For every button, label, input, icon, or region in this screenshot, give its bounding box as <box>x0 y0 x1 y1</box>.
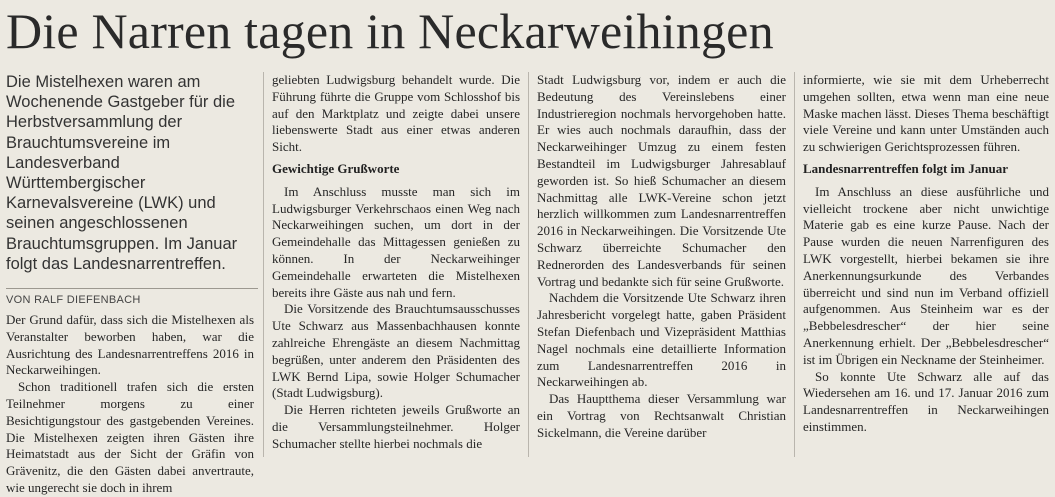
byline-divider <box>6 288 258 289</box>
body-paragraph: Die Vorsitzende des Brauchtumsausschusses Ute Schwarz aus Massenbachhausen konnte zahlreiche Ehrengäste an diesem Nachmittag begrüßen, unter anderem den Präsidenten des LWK Bernd Lipa, sowie Holger Schumacher (Stadt Ludwigsburg). <box>272 301 520 401</box>
body-paragraph: Die Herren richteten jeweils Grußworte an die Versammlungsteilnehmer. Holger Schumacher stellte hierbei nochmals die <box>272 402 520 451</box>
body-paragraph: informierte, wie sie mit dem Urheberrecht umgehen sollten, etwa wenn man eine neue Maske machen lässt. Dieses Thema beschäftigt viele Vereine und kann unter Umständen auch zu schwierigen Gerichtsprozessen führen. <box>803 72 1049 155</box>
body-paragraph: So konnte Ute Schwarz alle auf das Wiedersehen am 16. und 17. Januar 2016 zum Landesnarrentreffen in Neckarweihingen einstimmen. <box>803 368 1049 434</box>
body-paragraph: geliebten Ludwigsburg behandelt wurde. Die Führung führte die Gruppe vom Schlosshof bis auf den Marktplatz und zeigte dabei unsere liebenswerte Stadt aus einer etwas anderen Sicht. <box>272 72 520 155</box>
body-paragraph: Im Anschluss an diese ausführliche und vielleicht trockene aber nicht unwichtige Materie gab es eine kurze Pause. Nach der Pause wurden die neuen Narrenfiguren des LWK vorgestellt, hierbei bekamen sie ihre Anerkennungsurkunde des Verbandes überreicht und sind nun im Verband offiziell aufgenommen. Aus Steinheim war es der „Bebbelesdrescher“ der hier seine Anerkennung erhielt. Der „Bebbelesdrescher“ ist im Übrigen ein Neckname der Steinheimer. <box>803 183 1049 367</box>
subheading: Landesnarrentreffen folgt im Januar <box>803 160 1008 176</box>
column-1 <box>6 72 254 497</box>
column-divider <box>263 72 264 457</box>
body-paragraph: Schon traditionell trafen sich die ersten Teilnehmer morgens zu einer Besichtigungstour des gastgebenden Vereines. Die Mistelhexen zeigten ihren Gästen ihre Heimatstadt aus der Sicht der Gräfin von Grävenitz, die den Gästen dabei anvertraute, wie ungerecht sie doch in ihrem <box>6 379 254 495</box>
body-paragraph: Stadt Ludwigsburg vor, indem er auch die Bedeutung des Vereinslebens einer Industrieregion nochmals hervorgehoben hatte. Er wies auch nochmals daraufhin, dass der Neckarweihinger Umzug zu einem festen Bestandteil im Ludwigsburger Jahresablauf geworden ist. So hieß Schumacher an diesem Nachmittag alle LWK-Vereine schon jetzt herzlich willkommen zum Landesnarrentreffen 2016 in Neckarweihingen. Die Vorsitzende Ute Schwarz überreichte Schumacher den Rednerorden des Landesverbands für seinen Vortrag und bedankte sich für seine Grußworte. <box>537 72 786 289</box>
body-paragraph: Der Grund dafür, dass sich die Mistelhexen als Veranstalter beworben haben, war die Ausrichtung des Landesnarrentreffens 2016 in Neckarweihingen. <box>6 312 254 378</box>
byline: VON RALF DIEFENBACH <box>6 294 141 307</box>
column-2 <box>272 72 520 453</box>
column-3 <box>537 72 786 442</box>
body-paragraph: Nachdem die Vorsitzende Ute Schwarz ihren Jahresbericht vorgelegt hatte, gaben Präsident Stefan Diefenbach und Vizepräsident Matthias Nagel nochmals eine detaillierte Information zum Landesnarrentreffen 2016 in Neckarweihingen ab. <box>537 290 786 390</box>
body-paragraph: Im Anschluss musste man sich im Ludwigsburger Verkehrschaos einen Weg nach Neckarweihingen suchen, um dort in der Gemeindehalle das Mittagessen genießen zu können. In der Neckarweihinger Gemeindehalle erwarteten die Mistelhexen bereits ihre Gäste aus nah und fern. <box>272 183 520 300</box>
headline: Die Narren tagen in Neckarweihingen <box>6 3 774 59</box>
column-4 <box>803 72 1049 436</box>
intro-paragraph: Die Mistelhexen waren am Wochenende Gastgeber für die Herbstversammlung der Brauchtumsvereine im Landesverband Württembergischer Karnevalsvereine (LWK) und seinen angeschlossenen Brauchtumsgruppen. Im Januar folgt das Landesnarrentreffen. <box>6 73 238 273</box>
subheading: Gewichtige Grußworte <box>272 160 400 176</box>
body-paragraph: Das Hauptthema dieser Versammlung war ein Vortrag von Rechtsanwalt Christian Sickelmann, die Vereine darüber <box>537 391 786 440</box>
column-divider <box>794 72 795 457</box>
column-divider <box>528 72 529 457</box>
